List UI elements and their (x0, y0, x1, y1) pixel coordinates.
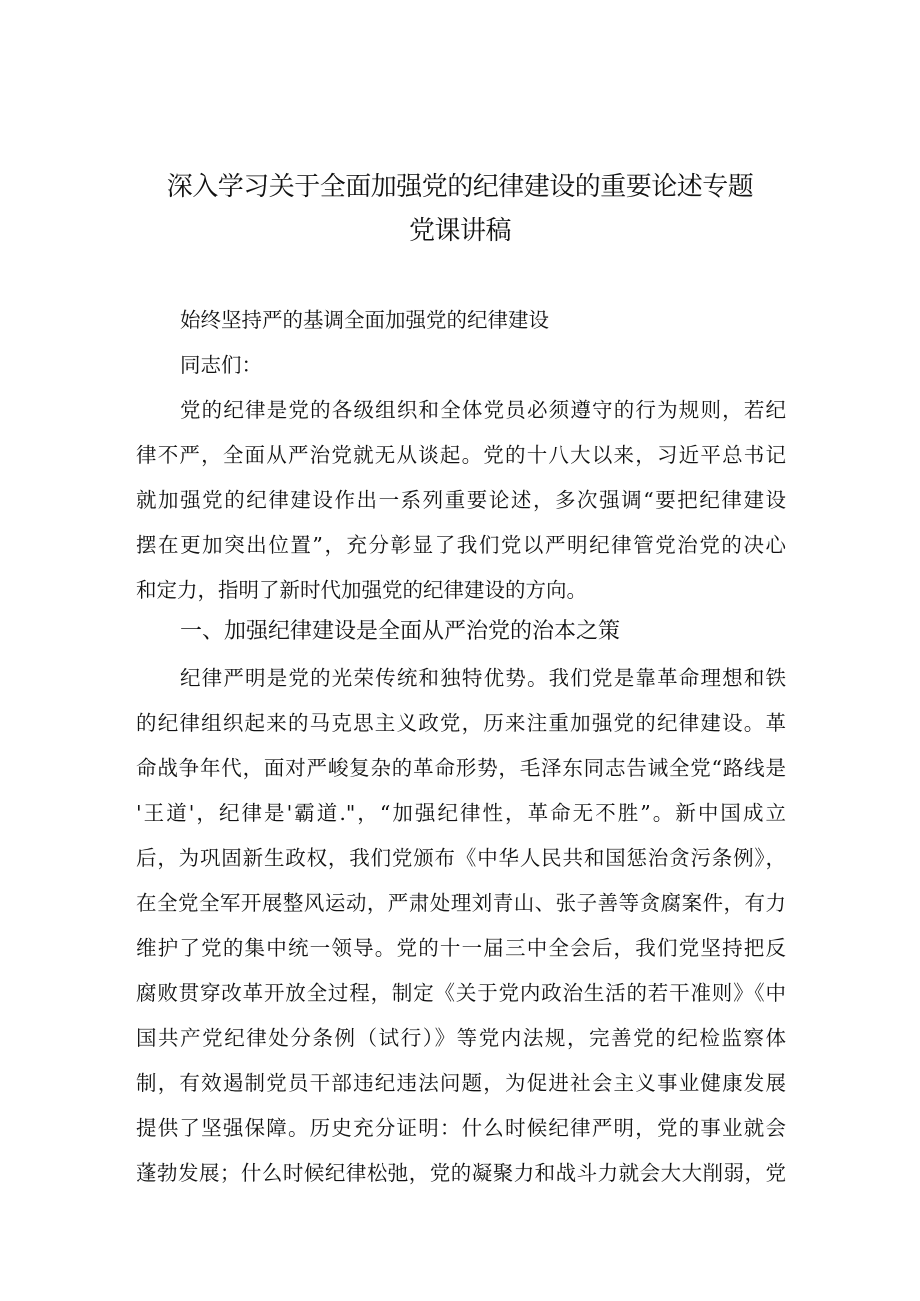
section-line: 制，有效遏制党员干部违纪违法问题，为促进社会主义事业健康发展 (136, 1071, 786, 1095)
section-line: 纪律严明是党的光荣传统和独特优势。我们党是靠革命理想和铁 (180, 666, 786, 690)
section-line: 在全党全军开展整风运动，严肃处理刘青山、张子善等贪腐案件，有力 (136, 891, 786, 915)
intro-line: 和定力，指明了新时代加强党的纪律建设的方向。 (136, 578, 587, 602)
section-line: 后，为巩固新生政权，我们党颁布《中华人民共和国惩治贪污条例》， (136, 846, 786, 870)
section-line: '王道'，纪律是'霸道."，“加强纪律性，革命无不胜”。新中国成立 (136, 801, 786, 825)
subtitle: 始终坚持严的基调全面加强党的纪律建设 (180, 308, 549, 332)
intro-line: 律不严，全面从严治党就无从谈起。党的十八大以来，习近平总书记 (136, 443, 786, 467)
intro-line: 就加强党的纪律建设作出一系列重要论述，多次强调“要把纪律建设 (136, 488, 786, 512)
intro-line: 党的纪律是党的各级组织和全体党员必须遵守的行为规则，若纪 (180, 398, 786, 422)
document-title-line-1: 深入学习关于全面加强党的纪律建设的重要论述专题 (166, 172, 754, 202)
section-line: 蓬勃发展；什么时候纪律松弛，党的凝聚力和战斗力就会大大削弱，党 (136, 1161, 786, 1185)
section-heading: 一、加强纪律建设是全面从严治党的治本之策 (180, 619, 621, 644)
section-line: 的纪律组织起来的马克思主义政党，历来注重加强党的纪律建设。革 (136, 711, 786, 735)
intro-line: 摆在更加突出位置”，充分彰显了我们党以严明纪律管党治党的决心 (136, 533, 786, 557)
document-title-line-2: 党课讲稿 (408, 216, 511, 246)
section-line: 维护了党的集中统一领导。党的十一届三中全会后，我们党坚持把反 (136, 936, 786, 960)
section-line: 提供了坚强保障。历史充分证明：什么时候纪律严明，党的事业就会 (136, 1116, 786, 1140)
salutation: 同志们： (180, 353, 262, 377)
section-line: 腐败贯穿改革开放全过程，制定《关于党内政治生活的若干准则》《中 (136, 981, 786, 1005)
section-line: 命战争年代，面对严峻复杂的革命形势，毛泽东同志告诫全党“路线是 (136, 756, 786, 780)
section-line: 国共产党纪律处分条例（试行）》等党内法规，完善党的纪检监察体 (136, 1026, 786, 1050)
